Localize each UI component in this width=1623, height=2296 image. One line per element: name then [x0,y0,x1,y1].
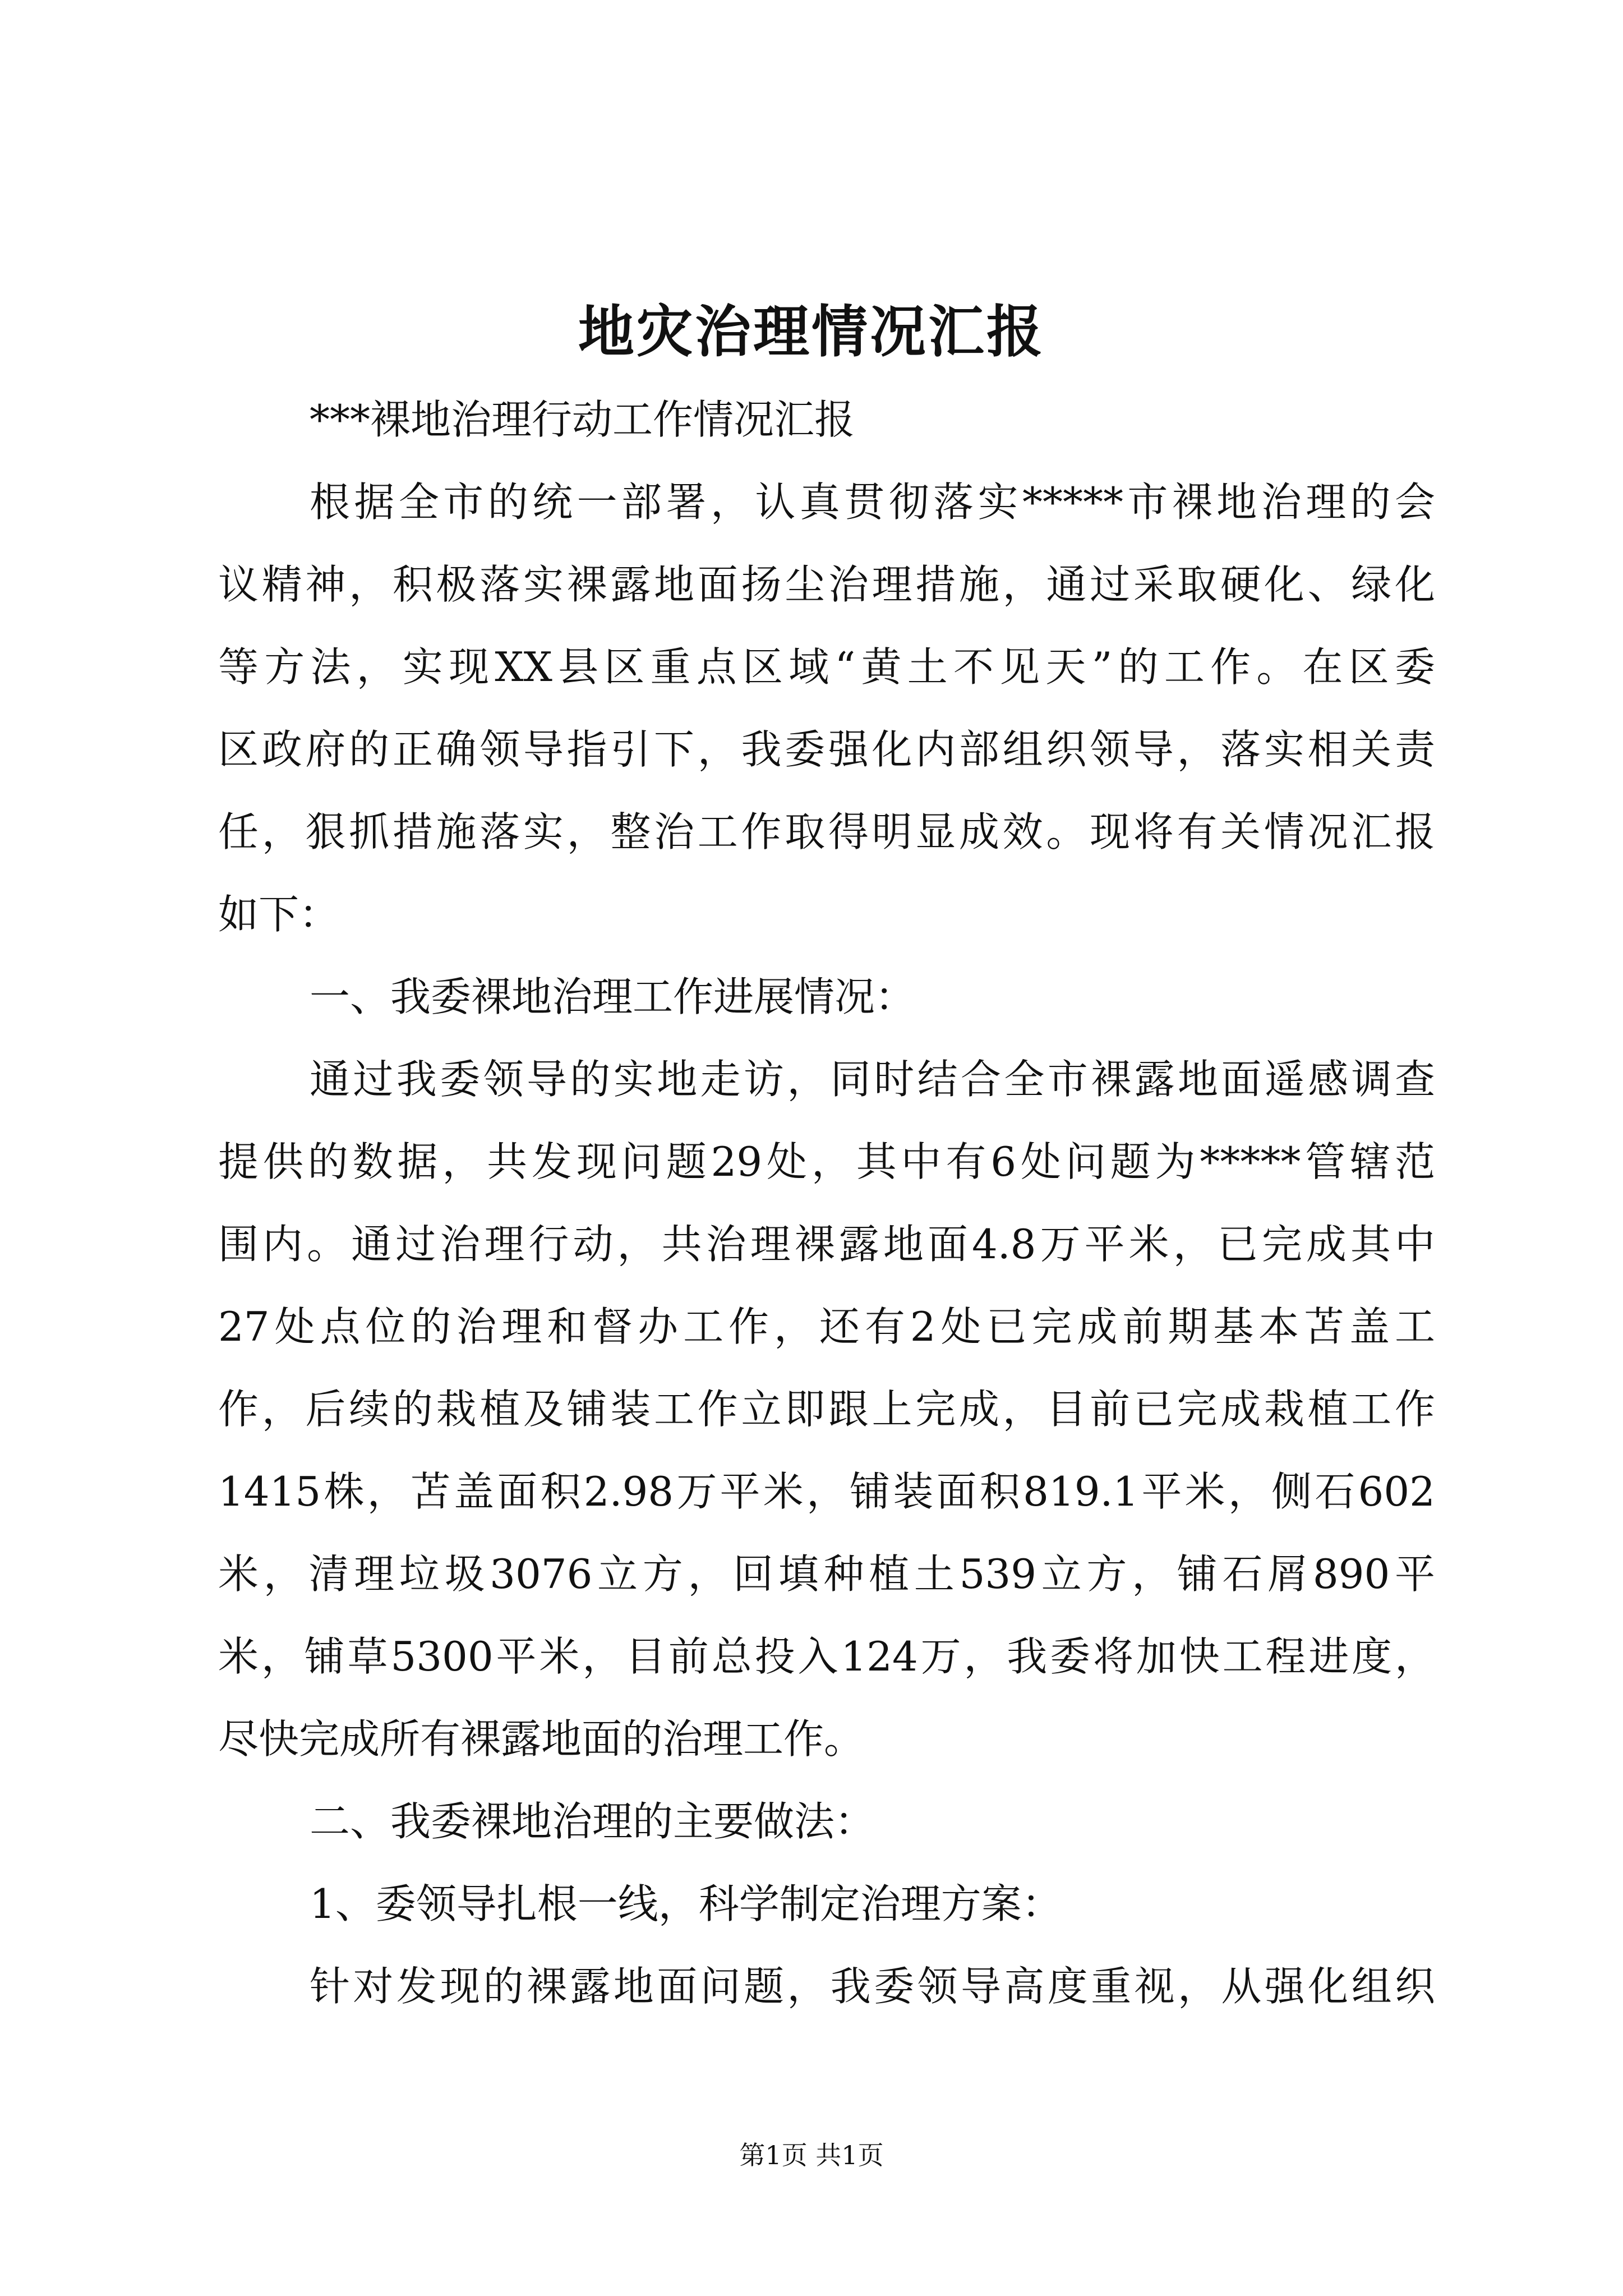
section-heading: 二、我委裸地治理的主要做法： [310,1798,875,1845]
paragraph-line: 提供的数据，共发现问题29处，其中有6处问题为*****管辖范 [218,1138,1435,1185]
paragraph-line: 如下： [218,891,340,938]
paragraph-line: 27处点位的治理和督办工作，还有2处已完成前期基本苫盖工 [218,1303,1435,1350]
paragraph-line: 尽快完成所有裸露地面的治理工作。 [218,1715,865,1763]
subsection-heading: 1、委领导扎根一线，科学制定治理方案： [310,1880,1062,1927]
paragraph-line: 围内。通过治理行动，共治理裸露地面4.8万平米，已完成其中 [218,1221,1435,1268]
subtitle-line: ***裸地治理行动工作情况汇报 [310,396,855,443]
paragraph-line: 作，后续的栽植及铺装工作立即跟上完成，目前已完成栽植工作 [218,1386,1435,1433]
paragraph-line: 针对发现的裸露地面问题，我委领导高度重视，从强化组织 [310,1963,1435,2010]
paragraph-line: 1415株，苫盖面积2.98万平米，铺装面积819.1平米，侧石602 [218,1468,1435,1515]
paragraph-line: 米，铺草5300平米，目前总投入124万，我委将加快工程进度， [218,1633,1435,1680]
document-title: 地灾治理情况汇报 [578,298,1045,365]
paragraph-line: 通过我委领导的实地走访，同时结合全市裸露地面遥感调查 [310,1056,1435,1103]
paragraph-line: 根据全市的统一部署，认真贯彻落实*****市裸地治理的会 [310,478,1435,526]
paragraph-line: 任，狠抓措施落实，整治工作取得明显成效。现将有关情况汇报 [218,808,1435,855]
paragraph-line: 等方法，实现XX县区重点区域“黄土不见天”的工作。在区委 [218,643,1435,691]
page-footer: 第1页 共1页 [739,2140,884,2170]
section-heading: 一、我委裸地治理工作进展情况： [310,973,916,1020]
paragraph-line: 区政府的正确领导指引下，我委强化内部组织领导，落实相关责 [218,726,1435,773]
paragraph-line: 议精神，积极落实裸露地面扬尘治理措施，通过采取硬化、绿化 [218,561,1435,608]
paragraph-line: 米，清理垃圾3076立方，回填种植土539立方，铺石屑890平 [218,1550,1435,1598]
document-body [218,379,1435,2028]
